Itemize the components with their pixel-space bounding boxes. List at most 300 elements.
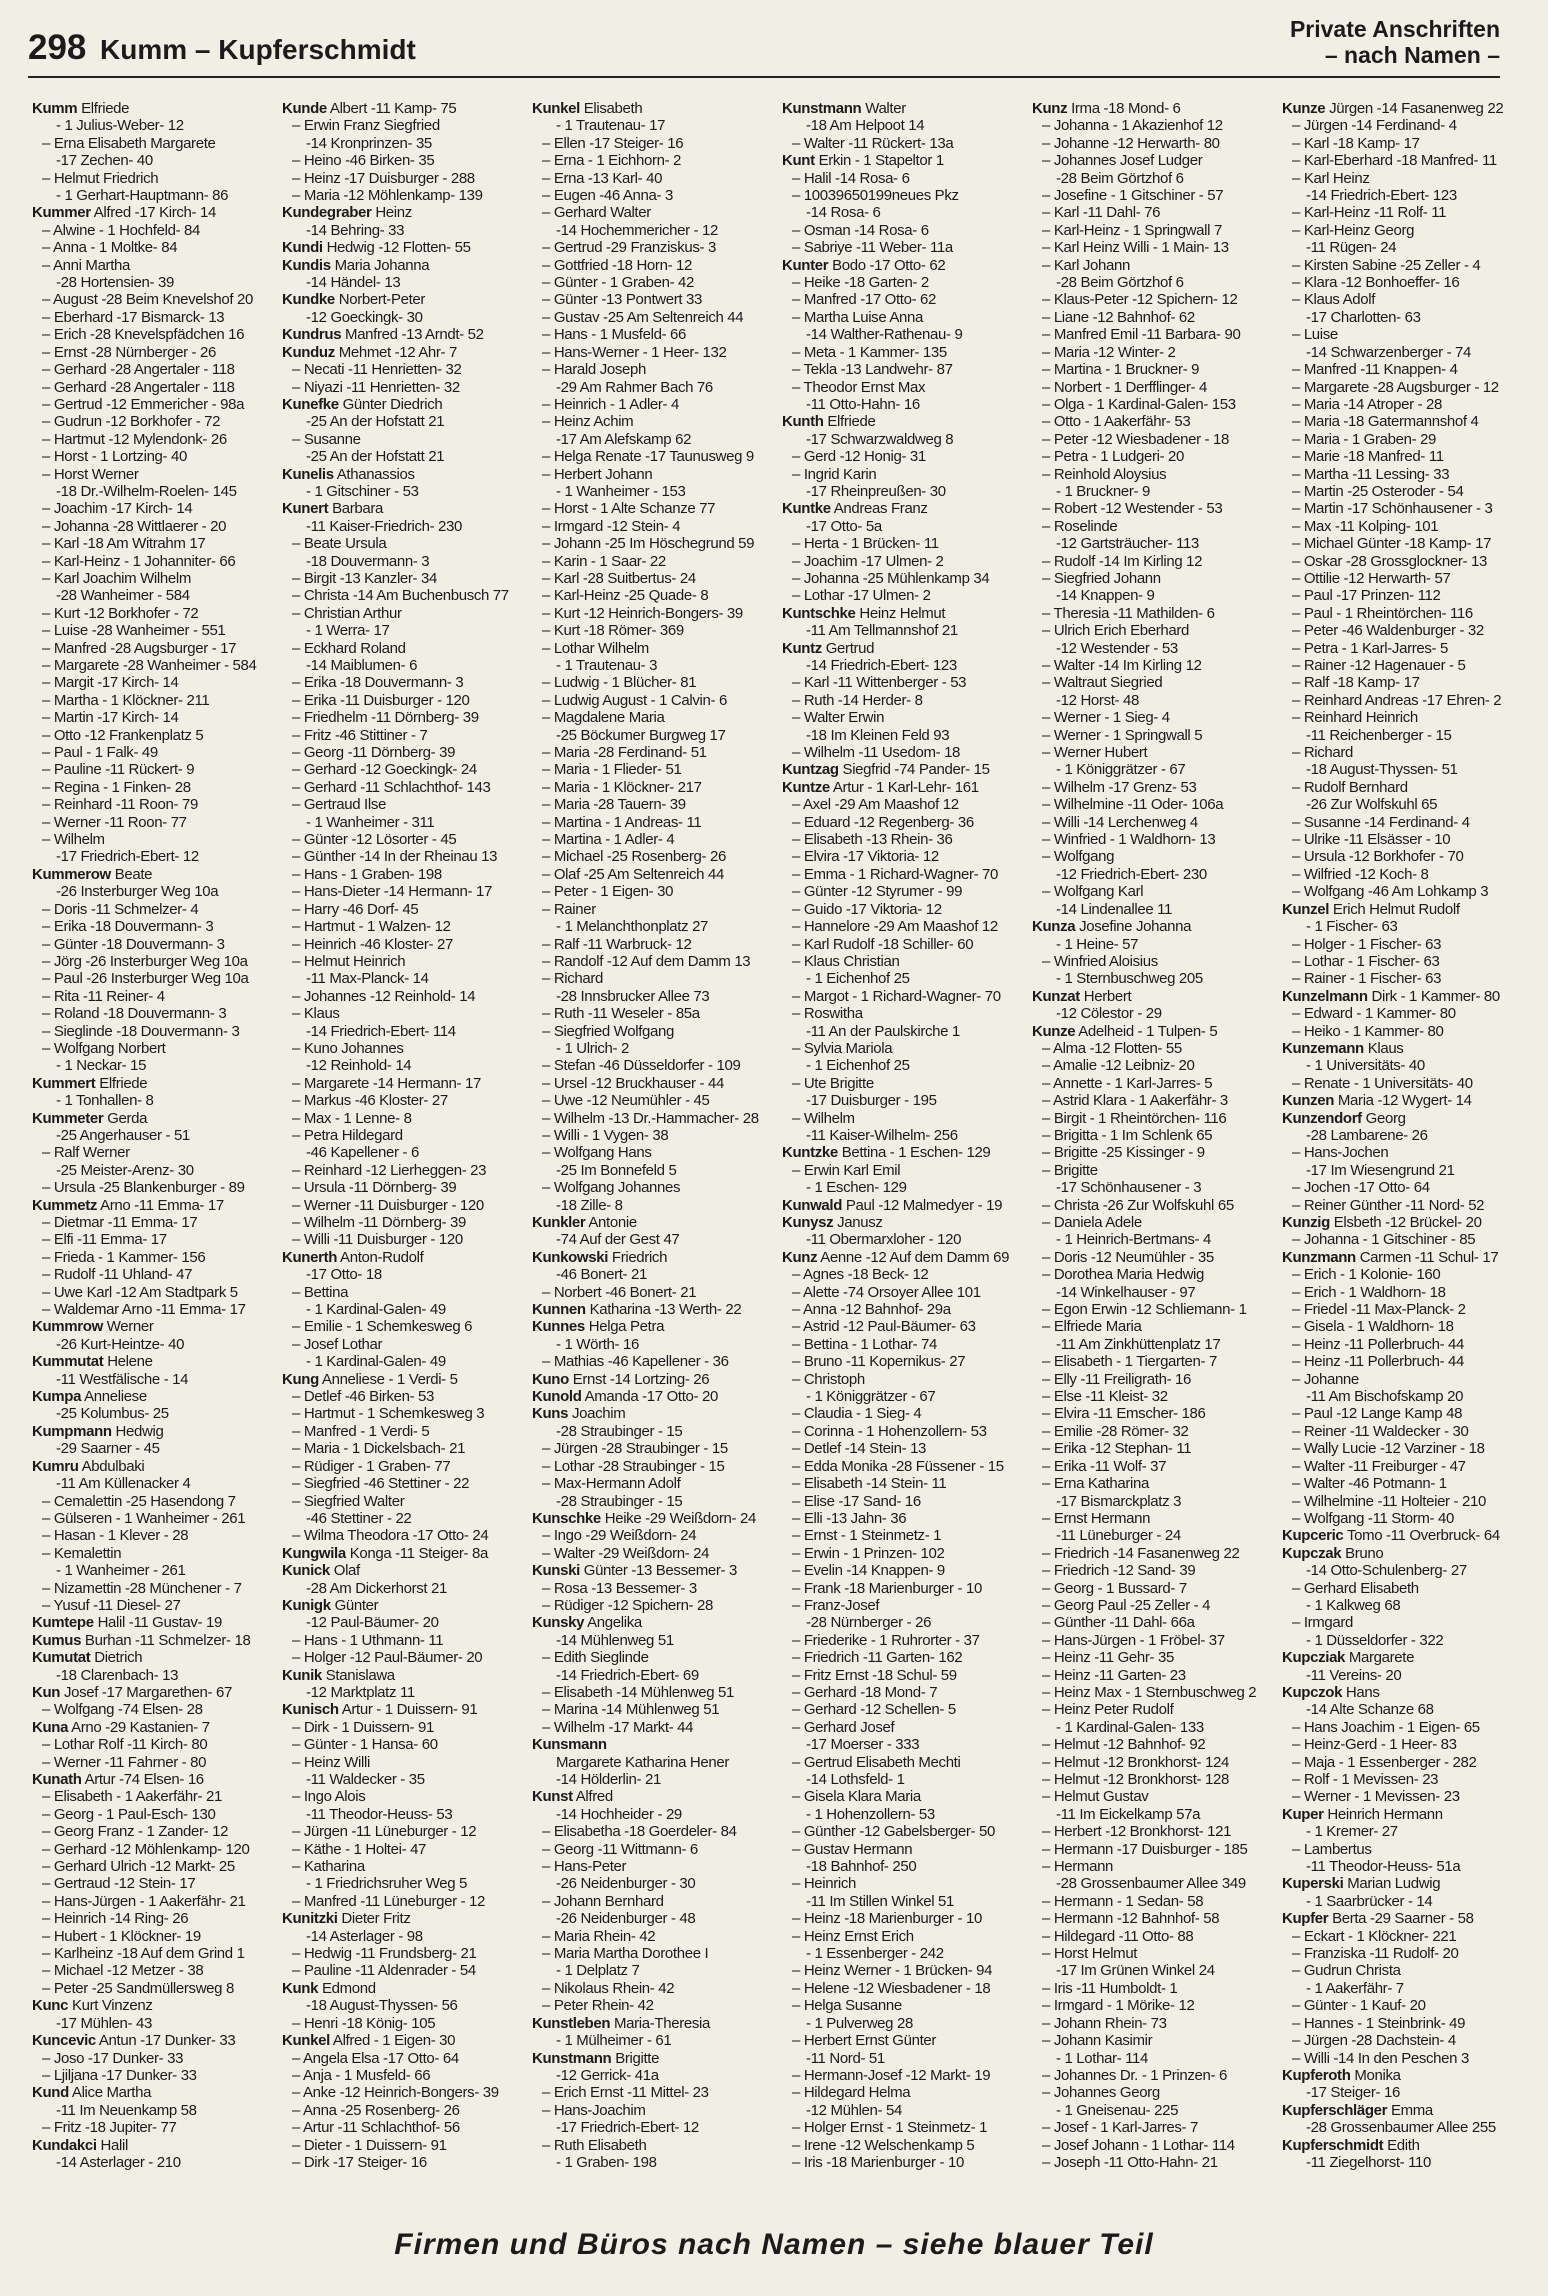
person-entry: – Karl-Heinz Georg bbox=[1292, 221, 1415, 239]
person-entry: – Jürgen -28 Straubinger - 15 bbox=[542, 1440, 728, 1458]
entry-text: Hans-Jochen bbox=[1303, 1144, 1389, 1162]
surname: Kungwila bbox=[282, 1544, 346, 1562]
entry-text: Karl -18 Am Witrahm 17 bbox=[53, 535, 206, 553]
entry-details: Alfred - 1 Eigen- 30 bbox=[332, 2032, 456, 2050]
person-entry: – Helene -12 Wiesbadener - 18 bbox=[792, 1979, 991, 1997]
surname: Kunstmann bbox=[532, 2049, 612, 2067]
surname-entry bbox=[782, 1197, 1012, 1214]
entry-text: Johannes Josef Ludger bbox=[1053, 152, 1203, 170]
address-line: - 1 Kardinal-Galen- 133 bbox=[1056, 1718, 1204, 1736]
person-entry: – Hermann -12 Bahnhof- 58 bbox=[1042, 1910, 1220, 1928]
person-entry: – Elisabeth -14 Mühlenweg 51 bbox=[542, 1683, 734, 1701]
entry-details: Josefine Johanna bbox=[1079, 918, 1192, 936]
entry-text: Emilie - 1 Schemkesweg 6 bbox=[303, 1318, 473, 1336]
surname: Kunze bbox=[1032, 1022, 1076, 1040]
person-entry: – Johannes Georg bbox=[1042, 2084, 1160, 2102]
surname-entry bbox=[32, 204, 262, 221]
person-entry: – Hans - 1 Graben- 198 bbox=[292, 865, 442, 883]
entry-text: Walter -46 Potmann- 1 bbox=[1303, 1475, 1447, 1493]
address-line: -17 Zechen- 40 bbox=[56, 152, 153, 170]
address-line: -74 Auf der Gest 47 bbox=[556, 1231, 680, 1249]
address-line: - 1 Ulrich- 2 bbox=[556, 1039, 629, 1057]
surname: Kunnen bbox=[532, 1301, 586, 1319]
person-entry: – Werner - 1 Mevissen- 23 bbox=[1292, 1788, 1460, 1806]
entry-text: Georg -11 Wittmann- 6 bbox=[553, 1840, 698, 1858]
person-entry: – Jörg -26 Insterburger Weg 10a bbox=[42, 952, 248, 970]
entry-text: Karl -18 Kamp- 17 bbox=[1303, 134, 1420, 152]
person-entry: – Georg - 1 Bussard- 7 bbox=[1042, 1579, 1187, 1597]
entry-text: Frank -18 Marienburger - 10 bbox=[803, 1579, 982, 1597]
person-entry: – Anke -12 Heinrich-Bongers- 39 bbox=[292, 2084, 499, 2102]
entry-details: Heike -29 Weißdorn- 24 bbox=[604, 1509, 756, 1527]
surname-entry bbox=[282, 1562, 512, 1579]
person-entry: – Iris -18 Marienburger - 10 bbox=[792, 2153, 964, 2171]
person-entry: – Maria - 1 Graben- 29 bbox=[1292, 430, 1437, 448]
entry-text: Karl Johann bbox=[1053, 256, 1131, 274]
surname-entry bbox=[1282, 1214, 1512, 1231]
entry-text: Ute Brigitte bbox=[803, 1074, 874, 1092]
entry-text: Edith Sieglinde bbox=[553, 1649, 649, 1667]
entry-text: Maria -28 Tauern- 39 bbox=[553, 796, 686, 814]
person-entry: – Rüdiger -12 Spichern- 28 bbox=[542, 1596, 714, 1614]
entry-text: Rita -11 Reiner- 4 bbox=[53, 987, 165, 1005]
person-entry: – Joseph -11 Otto-Hahn- 21 bbox=[1042, 2153, 1218, 2171]
surname-entry bbox=[532, 1301, 762, 1318]
entry-text: Nizamettin -28 Münchener - 7 bbox=[53, 1579, 242, 1597]
address-line: -17 Otto- 18 bbox=[306, 1266, 382, 1284]
entry-text: Josef Johann - 1 Lothar- 114 bbox=[1053, 2136, 1235, 2154]
person-entry: – Peter -46 Waldenburger - 32 bbox=[1292, 622, 1484, 640]
address-line: -28 Lambarene- 26 bbox=[1306, 1126, 1428, 1144]
entry-text: Maria - 1 Dickelsbach- 21 bbox=[303, 1440, 466, 1458]
address-line: -46 Stettiner - 22 bbox=[306, 1509, 412, 1527]
person-entry: – Karl -18 Kamp- 17 bbox=[1292, 134, 1420, 152]
surname-entry bbox=[282, 100, 512, 117]
address-line: -17 Schwarzwaldweg 8 bbox=[806, 430, 954, 448]
entry-text: Horst - 1 Alte Schanze 77 bbox=[553, 500, 716, 518]
person-entry: – Gerhard -11 Schlachthof- 143 bbox=[292, 778, 491, 796]
person-entry: – Hans - 1 Uthmann- 11 bbox=[292, 1631, 444, 1649]
address-line: - 1 Neckar- 15 bbox=[56, 1057, 147, 1075]
address-line: -25 Im Bonnefeld 5 bbox=[556, 1161, 677, 1179]
address-line: -11 Kaiser-Friedrich- 230 bbox=[306, 517, 463, 535]
entry-text: Franz-Josef bbox=[803, 1596, 880, 1614]
surname-entry bbox=[32, 1075, 262, 1092]
person-entry: – Peter -12 Wiesbadener - 18 bbox=[1042, 430, 1229, 448]
entry-text: Hans Joachim - 1 Eigen- 65 bbox=[1303, 1718, 1480, 1736]
entry-details: Siegfrid -74 Pander- 15 bbox=[842, 761, 990, 779]
person-entry: – Heinz Willi bbox=[292, 1753, 370, 1771]
surname-entry bbox=[282, 396, 512, 413]
entry-text: Elisabeth -13 Rhein- 36 bbox=[803, 831, 953, 849]
person-entry: – Karlheinz -18 Auf dem Grind 1 bbox=[42, 1945, 245, 1963]
person-entry: – Reinhard Andreas -17 Ehren- 2 bbox=[1292, 691, 1502, 709]
entry-text: Günter -18 Douvermann- 3 bbox=[53, 935, 225, 953]
surname-entry bbox=[532, 1788, 762, 1805]
surname: Kunnes bbox=[532, 1318, 585, 1336]
entry-text: Werner -11 Duisburger - 120 bbox=[303, 1196, 484, 1214]
entry-text: 10039650199neues Pkz bbox=[803, 187, 959, 205]
person-entry: – Dieter - 1 Duissern- 91 bbox=[292, 2136, 447, 2154]
person-entry: – Johann Rhein- 73 bbox=[1042, 2014, 1167, 2032]
entry-details: Erkin - 1 Stapeltor 1 bbox=[818, 152, 944, 170]
surname-entry bbox=[1032, 1023, 1262, 1040]
entry-details: Gerda bbox=[107, 1109, 148, 1127]
entry-details: Arno -29 Kastanien- 7 bbox=[71, 1718, 210, 1736]
entry-text: Tekla -13 Landwehr- 87 bbox=[803, 361, 953, 379]
entry-details: Hedwig -12 Flotten- 55 bbox=[326, 239, 471, 257]
address-line: -11 Vereins- 20 bbox=[1306, 1666, 1402, 1684]
entry-details: Antun -17 Dunker- 33 bbox=[98, 2032, 236, 2050]
person-entry: – Hans-Jochen bbox=[1292, 1144, 1389, 1162]
person-entry: – Manfred -11 Lüneburger - 12 bbox=[292, 1892, 486, 1910]
person-entry: – Wilfried -12 Koch- 8 bbox=[1292, 865, 1429, 883]
person-entry: – Frieda - 1 Kammer- 156 bbox=[42, 1248, 206, 1266]
person-entry: – Birgit -13 Kanzler- 34 bbox=[292, 569, 438, 587]
surname: Kunath bbox=[32, 1771, 82, 1788]
entry-text: Walter -14 Im Kirling 12 bbox=[1053, 657, 1202, 674]
surname-entry bbox=[1282, 2067, 1512, 2084]
person-entry: – Amalie -12 Leibniz- 20 bbox=[1042, 1057, 1195, 1075]
entry-text: Winfried Aloisius bbox=[1053, 952, 1158, 970]
entry-text: Heinz -17 Duisburger - 288 bbox=[303, 169, 475, 187]
entry-text: Emilie -28 Römer- 32 bbox=[1053, 1422, 1189, 1440]
surname-entry bbox=[782, 152, 1012, 169]
surname-entry bbox=[1282, 2102, 1512, 2119]
address-line: - 1 Kremer- 27 bbox=[1306, 1823, 1398, 1841]
surname-entry bbox=[282, 466, 512, 483]
entry-text: Gerhard Elisabeth bbox=[1303, 1579, 1419, 1597]
entry-text: Hans-Peter bbox=[553, 1858, 627, 1876]
entry-text: Claudia - 1 Sieg- 4 bbox=[803, 1405, 922, 1423]
person-entry: – Kirsten Sabine -25 Zeller - 4 bbox=[1292, 256, 1481, 274]
person-entry: – Wolfgang -46 Am Lohkamp 3 bbox=[1292, 883, 1489, 901]
entry-text: Werner -11 Fahrner - 80 bbox=[53, 1753, 207, 1771]
surname-entry bbox=[32, 1110, 262, 1127]
entry-text: Willi -11 Duisburger - 120 bbox=[303, 1231, 463, 1249]
entry-text: Annette - 1 Karl-Jarres- 5 bbox=[1052, 1074, 1213, 1092]
entry-details: Alfred bbox=[575, 1788, 613, 1806]
person-entry: – Waltraut Siegried bbox=[1042, 674, 1163, 692]
entry-text: Gerhard -12 Goeckingk- 24 bbox=[303, 761, 477, 779]
entry-text: Fritz Ernst -18 Schul- 59 bbox=[803, 1666, 957, 1684]
person-entry: – Hartmut -12 Mylendonk- 26 bbox=[42, 430, 227, 448]
entry-text: Willi -14 In den Peschen 3 bbox=[1303, 2049, 1469, 2067]
person-entry: – Gerhard Elisabeth bbox=[1292, 1579, 1419, 1597]
person-entry: – Karin - 1 Saar- 22 bbox=[542, 552, 666, 570]
address-line: -14 Asterlager - 210 bbox=[56, 2153, 181, 2171]
entry-text: Hermann -17 Duisburger - 185 bbox=[1053, 1840, 1248, 1858]
entry-text: Karl Heinz Willi - 1 Main- 13 bbox=[1053, 239, 1229, 257]
person-entry: – Wolfgang Norbert bbox=[42, 1039, 166, 1057]
surname-entry bbox=[1032, 988, 1262, 1005]
person-entry: – Reiner Günther -11 Nord- 52 bbox=[1292, 1196, 1485, 1214]
surname-entry bbox=[1282, 1910, 1512, 1927]
person-entry: – Susanne bbox=[292, 430, 361, 448]
surname: Kuntzke bbox=[782, 1144, 838, 1162]
person-entry: – Christian Arthur bbox=[292, 604, 402, 622]
entry-text: Heinz Peter Rudolf bbox=[1053, 1701, 1174, 1719]
person-entry: – Käthe - 1 Holtei- 47 bbox=[292, 1840, 427, 1858]
entry-text: Hartmut - 1 Walzen- 12 bbox=[303, 918, 451, 936]
entry-text: Ludwig August - 1 Calvin- 6 bbox=[553, 691, 727, 709]
address-line: -12 Friedrich-Ebert- 230 bbox=[1056, 865, 1207, 883]
entry-text: Günther -14 In der Rheinau 13 bbox=[303, 848, 498, 866]
person-entry: – Rainer - 1 Fischer- 63 bbox=[1292, 970, 1442, 988]
entry-text: Ingo Alois bbox=[303, 1788, 366, 1806]
entry-text: Erika -11 Wolf- 37 bbox=[1053, 1457, 1167, 1475]
surname: Kundi bbox=[282, 239, 323, 257]
surname-entry bbox=[282, 2032, 512, 2049]
entry-details: Tomo -11 Overbruck- 64 bbox=[1346, 1527, 1500, 1545]
address-line: -28 Grossenbaumer Allee 255 bbox=[1306, 2119, 1496, 2137]
entry-details: Janusz bbox=[837, 1214, 883, 1231]
entry-text: Martina - 1 Bruckner- 9 bbox=[1053, 361, 1200, 379]
entry-text: Helga Renate -17 Taunusweg 9 bbox=[553, 448, 754, 466]
surname-entry bbox=[782, 761, 1012, 778]
surname-entry bbox=[782, 1144, 1012, 1161]
entry-text: Axel -29 Am Maashof 12 bbox=[802, 796, 959, 814]
entry-text: Erwin - 1 Prinzen- 102 bbox=[803, 1544, 945, 1562]
person-entry: – Elli -13 Jahn- 36 bbox=[792, 1509, 907, 1527]
surname-entry bbox=[782, 640, 1012, 657]
entry-text: Siegfried -46 Stettiner - 22 bbox=[303, 1475, 470, 1493]
entry-details: Norbert-Peter bbox=[338, 291, 426, 309]
address-line: - 1 Trautenau- 3 bbox=[556, 657, 658, 674]
entry-text: Richard bbox=[553, 970, 604, 988]
entry-text: Erika -11 Duisburger - 120 bbox=[303, 691, 470, 709]
surname: Kunelis bbox=[282, 465, 334, 483]
surname: Kumpa bbox=[32, 1388, 82, 1406]
entry-text: Klaus Adolf bbox=[1303, 291, 1376, 309]
entry-text: Günter -13 Pontwert 33 bbox=[553, 291, 703, 309]
person-entry: – Johann Kasimir bbox=[1042, 2032, 1153, 2050]
entry-details: Barbara bbox=[332, 500, 383, 518]
address-line: - 1 Heinrich-Bertmans- 4 bbox=[1056, 1231, 1211, 1249]
entry-text: Jörg -26 Insterburger Weg 10a bbox=[53, 952, 248, 970]
person-entry: – Wilhelm -17 Markt- 44 bbox=[542, 1718, 694, 1736]
surname-entry bbox=[1282, 1649, 1512, 1666]
surname: Kuper bbox=[1282, 1805, 1324, 1823]
entry-text: Martin -17 Schönhausener - 3 bbox=[1303, 500, 1493, 518]
entry-text: Wally Lucie -12 Varziner - 18 bbox=[1303, 1440, 1485, 1458]
address-line: - 1 Universitäts- 40 bbox=[1306, 1057, 1425, 1075]
entry-text: Johanne bbox=[1303, 1370, 1359, 1388]
entry-text: Friedrich -12 Sand- 39 bbox=[1053, 1562, 1196, 1580]
person-entry: – Gertrud Elisabeth Mechti bbox=[792, 1753, 961, 1771]
entry-text: Alma -12 Flotten- 55 bbox=[1052, 1039, 1182, 1057]
person-entry: – Gisela Klara Maria bbox=[792, 1788, 921, 1806]
entry-text: Siegfried Johann bbox=[1053, 569, 1161, 587]
person-entry: – Agnes -18 Beck- 12 bbox=[792, 1266, 929, 1284]
person-entry: – Werner Hubert bbox=[1042, 744, 1148, 762]
entry-text: Bruno -11 Kopernikus- 27 bbox=[803, 1353, 966, 1371]
surname: Kunkel bbox=[282, 2032, 330, 2050]
entry-text: Maria -14 Atroper - 28 bbox=[1303, 395, 1443, 413]
person-entry: – Gertraud -12 Stein- 17 bbox=[42, 1875, 196, 1893]
entry-text: Johann Kasimir bbox=[1053, 2032, 1153, 2050]
address-line: -28 Beim Görtzhof 6 bbox=[1056, 274, 1184, 292]
entry-text: Irmgard -12 Stein- 4 bbox=[553, 517, 681, 535]
entry-text: Wilhelmine -11 Holteier - 210 bbox=[1303, 1492, 1486, 1510]
entry-text: Hans-Joachim bbox=[553, 2101, 646, 2119]
person-entry: – Manfred Emil -11 Barbara- 90 bbox=[1042, 326, 1241, 344]
entry-text: Wolfgang Karl bbox=[1053, 883, 1144, 901]
entry-text: Doris -12 Neumühler - 35 bbox=[1053, 1248, 1214, 1266]
surname: Kunzig bbox=[1282, 1214, 1330, 1231]
entry-text: Erna -13 Karl- 40 bbox=[553, 169, 663, 187]
entry-details: Werner bbox=[106, 1318, 154, 1336]
address-line: -17 Duisburger - 195 bbox=[806, 1092, 937, 1110]
entry-text: Rudolf -11 Uhland- 47 bbox=[53, 1266, 193, 1284]
entry-text: Kirsten Sabine -25 Zeller - 4 bbox=[1303, 256, 1481, 274]
person-entry: – Gerhard -28 Angertaler - 118 bbox=[42, 361, 235, 379]
person-entry: – Wilhelm -17 Grenz- 53 bbox=[1042, 778, 1197, 796]
entry-text: Klara -12 Bonhoeffer- 16 bbox=[1303, 274, 1460, 292]
surname: Kunzmann bbox=[1282, 1248, 1356, 1266]
surname-entry bbox=[32, 1684, 262, 1701]
surname-entry bbox=[32, 1771, 262, 1788]
person-entry: – Günter - 1 Graben- 42 bbox=[542, 274, 695, 292]
entry-text: Halil -14 Rosa- 6 bbox=[803, 169, 910, 187]
surname-entry bbox=[782, 605, 1012, 622]
entry-text: Wolfgang Hans bbox=[553, 1144, 652, 1162]
entry-details: Günter -13 Bessemer- 3 bbox=[583, 1562, 737, 1580]
entry-text: Wolfgang Johannes bbox=[553, 1179, 681, 1197]
surname: Kuns bbox=[532, 1405, 569, 1423]
entry-text: Werner - 1 Mevissen- 23 bbox=[1303, 1788, 1460, 1806]
address-line: -11 Nord- 51 bbox=[806, 2049, 885, 2067]
person-entry: – Gottfried -18 Horn- 12 bbox=[542, 256, 693, 274]
person-entry: – Wolfgang -74 Elsen- 28 bbox=[42, 1701, 203, 1719]
person-entry: – Josefine - 1 Gitschiner - 57 bbox=[1042, 187, 1224, 205]
surname-entry bbox=[532, 1214, 762, 1231]
address-line: -11 Westfälische - 14 bbox=[56, 1370, 189, 1388]
address-line: -17 Steiger- 16 bbox=[1306, 2084, 1400, 2102]
person-entry: – Wally Lucie -12 Varziner - 18 bbox=[1292, 1440, 1485, 1458]
entry-text: Reinhold Aloysius bbox=[1053, 465, 1167, 483]
entry-text: Ralf -18 Kamp- 17 bbox=[1303, 674, 1420, 692]
person-entry: – Detlef -14 Stein- 13 bbox=[792, 1440, 927, 1458]
person-entry: – Gerhard Walter bbox=[542, 204, 651, 222]
entry-text: Pauline -11 Aldenrader - 54 bbox=[303, 1962, 476, 1980]
person-entry: – Ingo Alois bbox=[292, 1788, 366, 1806]
entry-text: Jürgen -28 Straubinger - 15 bbox=[553, 1440, 728, 1458]
entry-details: Angelika bbox=[587, 1614, 642, 1632]
address-line: -28 Hortensien- 39 bbox=[56, 274, 174, 292]
person-entry: – Reinhard Heinrich bbox=[1292, 709, 1418, 727]
entry-text: Georg Paul -25 Zeller - 4 bbox=[1053, 1596, 1211, 1614]
entry-text: Peter Rhein- 42 bbox=[553, 1997, 654, 2015]
entry-text: Otto - 1 Aakerfähr- 53 bbox=[1053, 413, 1191, 431]
person-entry: – Günter - 1 Hansa- 60 bbox=[292, 1736, 438, 1754]
person-entry: – Iris -11 Humboldt- 1 bbox=[1042, 1979, 1178, 1997]
entry-text: Wilhelm -17 Grenz- 53 bbox=[1053, 778, 1197, 796]
entry-details: Adelheid - 1 Tulpen- 5 bbox=[1078, 1022, 1218, 1040]
person-entry: – Reiner -11 Waldecker - 30 bbox=[1292, 1422, 1469, 1440]
person-entry: – Beate Ursula bbox=[292, 535, 387, 553]
entry-text: Hans-Jürgen - 1 Aakerfähr- 21 bbox=[53, 1892, 246, 1910]
person-entry: – Gerd -12 Honig- 31 bbox=[792, 448, 926, 466]
entry-text: Rudolf -14 Im Kirling 12 bbox=[1053, 552, 1203, 570]
entry-text: Roland -18 Douvermann- 3 bbox=[53, 1005, 227, 1023]
person-entry: – Hubert - 1 Klöckner- 19 bbox=[42, 1927, 201, 1945]
person-entry: – Erika -11 Wolf- 37 bbox=[1042, 1457, 1167, 1475]
address-line: - 1 Kardinal-Galen- 49 bbox=[306, 1301, 446, 1319]
entry-details: Elsbeth -12 Brückel- 20 bbox=[1333, 1214, 1482, 1231]
person-entry: – Eberhard -17 Bismarck- 13 bbox=[42, 308, 225, 326]
person-entry: – Renate - 1 Universitäts- 40 bbox=[1292, 1074, 1473, 1092]
address-line: -14 Otto-Schulenberg- 27 bbox=[1306, 1562, 1467, 1580]
entry-text: Ursula -25 Blankenburger - 89 bbox=[53, 1179, 245, 1197]
entry-text: Wilhelm -13 Dr.-Hammacher- 28 bbox=[553, 1109, 759, 1127]
entry-details: Alice Martha bbox=[71, 2084, 152, 2102]
person-entry: – Walter -11 Freiburger - 47 bbox=[1292, 1457, 1466, 1475]
entry-text: Michael Günter -18 Kamp- 17 bbox=[1303, 535, 1492, 553]
entry-text: Karl -11 Wittenberger - 53 bbox=[803, 674, 967, 692]
entry-text: Ingrid Karin bbox=[803, 465, 877, 483]
entry-text: Ralf Werner bbox=[53, 1144, 130, 1162]
entry-details: Irma -18 Mond- 6 bbox=[1071, 100, 1181, 117]
entry-text: Ernst Hermann bbox=[1053, 1509, 1151, 1527]
entry-text: Hans-Dieter -14 Hermann- 17 bbox=[303, 883, 492, 901]
person-entry: – Karl -11 Dahl- 76 bbox=[1042, 204, 1161, 222]
entry-text: Friedhelm -11 Dörnberg- 39 bbox=[303, 709, 479, 727]
entry-text: Max - 1 Lenne- 8 bbox=[303, 1109, 412, 1127]
entry-details: Günter bbox=[334, 1596, 379, 1614]
surname-entry bbox=[282, 239, 512, 256]
person-entry: – Richard bbox=[542, 970, 604, 988]
person-entry: – Marina -14 Mühlenweg 51 bbox=[542, 1701, 720, 1719]
address-line: - 1 Gitschiner - 53 bbox=[306, 482, 419, 500]
person-entry: – Eduard -12 Regenberg- 36 bbox=[792, 813, 974, 831]
entry-text: Ingo -29 Weißdorn- 24 bbox=[553, 1527, 697, 1545]
person-entry: – Frank -18 Marienburger - 10 bbox=[792, 1579, 982, 1597]
entry-text: Erich Ernst -11 Mittel- 23 bbox=[553, 2084, 709, 2102]
entry-text: Wilhelm bbox=[803, 1109, 855, 1127]
person-entry: – Herbert Johann bbox=[542, 465, 653, 483]
entry-text: Karl-Heinz - 1 Johanniter- 66 bbox=[53, 552, 236, 570]
person-entry: – Martina - 1 Bruckner- 9 bbox=[1042, 361, 1200, 379]
person-entry: – Friedhelm -11 Dörnberg- 39 bbox=[292, 709, 479, 727]
person-entry: – Meta - 1 Kammer- 135 bbox=[792, 343, 947, 361]
address-line: -14 Friedrich-Ebert- 123 bbox=[806, 657, 957, 674]
address-line: -26 Zur Wolfskuhl 65 bbox=[1306, 796, 1438, 814]
entry-text: Erna Katharina bbox=[1053, 1475, 1149, 1493]
surname-entry bbox=[282, 1597, 512, 1614]
person-entry: – Ute Brigitte bbox=[792, 1074, 874, 1092]
entry-text: Fritz -18 Jupiter- 77 bbox=[53, 2119, 177, 2137]
person-entry: – Werner -11 Roon- 77 bbox=[42, 813, 187, 831]
address-line: -14 Kronprinzen- 35 bbox=[306, 134, 432, 152]
person-entry: – Hermann-Josef -12 Markt- 19 bbox=[792, 2066, 991, 2084]
person-entry: – Nikolaus Rhein- 42 bbox=[542, 1979, 675, 1997]
address-line: - 1 Wanheimer - 153 bbox=[556, 482, 686, 500]
surname: Kummutat bbox=[32, 1353, 104, 1371]
person-entry: – Emilie - 1 Schemkesweg 6 bbox=[292, 1318, 473, 1336]
entry-text: Johannes -12 Reinhold- 14 bbox=[303, 987, 476, 1005]
person-entry: – Irene -12 Welschenkamp 5 bbox=[792, 2136, 975, 2154]
person-entry: – Corinna - 1 Hohenzollern- 53 bbox=[792, 1422, 987, 1440]
entry-text: Heinrich -14 Ring- 26 bbox=[53, 1910, 189, 1928]
surname: Kupceric bbox=[1282, 1527, 1344, 1545]
person-entry: – Edda Monika -28 Füssener - 15 bbox=[792, 1457, 1004, 1475]
surname: Kumpmann bbox=[32, 1422, 112, 1440]
address-line: -11 Waldecker - 35 bbox=[306, 1771, 425, 1788]
address-line: - 1 Saarbrücker - 14 bbox=[1306, 1892, 1433, 1910]
surname-entry bbox=[1032, 918, 1262, 935]
person-entry: – Heinz -11 Pollerbruch- 44 bbox=[1292, 1335, 1465, 1353]
